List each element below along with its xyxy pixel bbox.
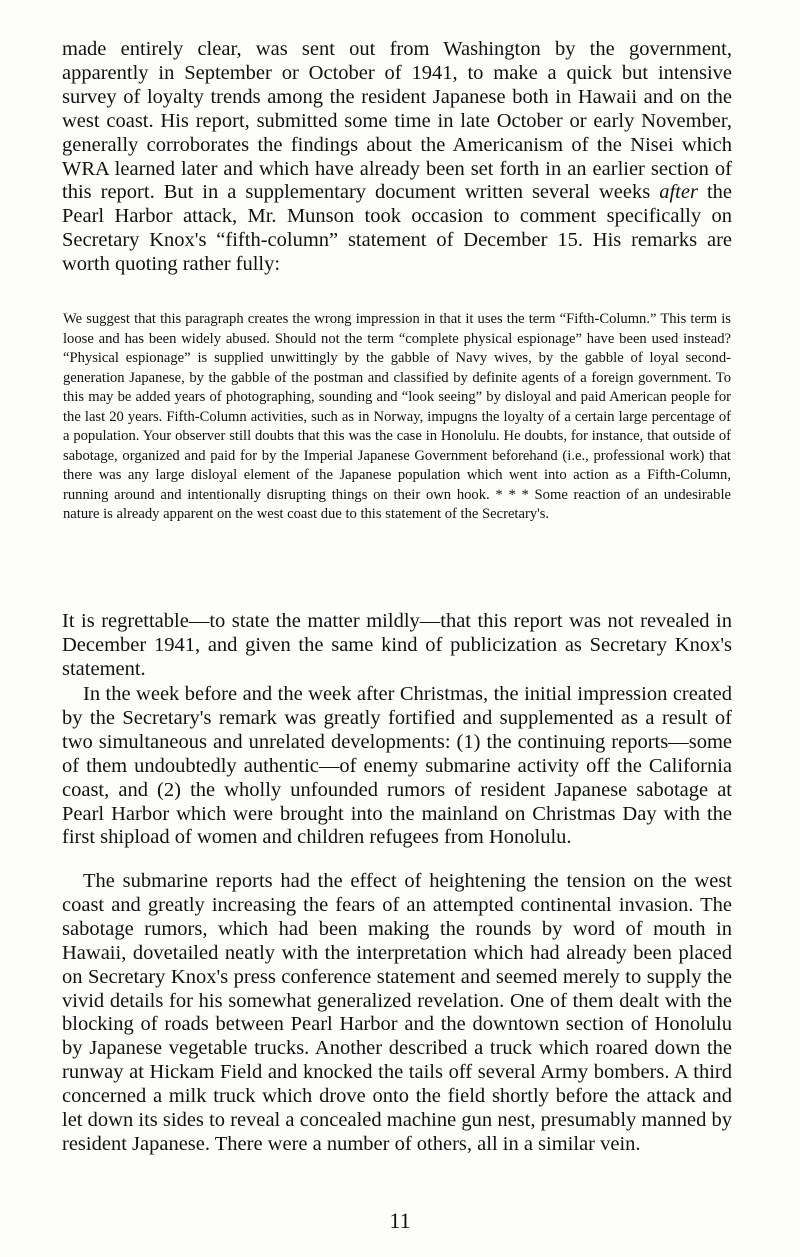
paragraph-munson-report [62,38,732,277]
paragraph-text-after: the Pearl Harbor attack, Mr. Munson took occasion to comment specifically on Secretary Knox's “fifth-column” statement of December 15. His remarks are worth quoting rather fully: [62,181,732,276]
block-quote: We suggest that this paragraph creates the wrong impression in that it uses the term “Fifth-Column.” This term is loose and has been widely abused. Should not the term “complete physical espionage” have been used instead? “Physical espionage” is supplied unwittingly by the gabble of Navy wives, by the gabble of loyal second-generation Japanese, by the gabble of the postman and classified by definite agents of a foreign government. To this may be added years of photographing, sounding and “look seeing” by disloyal and paid American people for the last 20 years. Fifth-Column activities, such as in Norway, impugns the loyalty of a certain large percentage of a population. Your observer still doubts that this was the case in Honolulu. He doubts, for instance, that outside of sabotage, organized and paid for by the Imperial Japanese Government beforehand (i.e., professional work) that there was any large disloyal element of the Japanese population which went into action as a Fifth-Column, running around and intentionally disrupting things on their own hook. * * * Some reaction of an undesirable nature is already apparent on the west coast due to this statement of the Secretary's. [63,311,731,522]
paragraph-text-before: made entirely clear, was sent out from Washington by the government, apparently in September or October of 1941, to make a quick but intensive survey of loyalty trends among the resident Japanese both in Hawaii and on the west coast. His report, submitted some time in late October or early November, generally corroborates the findings about the Americanism of the Nisei which WRA learned later and which have already been set forth in an earlier section of this report. But in a supplementary document written several weeks [62,38,732,204]
paragraph-submarine: The submarine reports had the effect of heightening the tension on the west coast and greatly increasing the fears of an attempted continental invasion. The sabotage rumors, which had been making the rounds by word of mouth in Hawaii, dovetailed neatly with the interpretation which had already been placed on Secretary Knox's press conference statement and seemed merely to supply the vivid details for his somewhat generalized revelation. One of them dealt with the blocking of roads between Pearl Harbor and the downtown section of Honolulu by Japanese vegetable trucks. Another described a truck which roared down the runway at Hickam Field and knocked the tails off several Army bombers. A third concerned a milk truck which drove onto the field shortly before the attack and let down its sides to reveal a concealed machine gun nest, presumably manned by resident Japanese. There were a number of others, all in a similar vein. [62,870,732,1155]
paragraph-regrettable: It is regrettable—to state the matter mildly—that this report was not revealed in December 1941, and given the same kind of publicization as Secretary Knox's statement. [62,610,732,680]
emphasis-after: after [659,181,698,204]
paragraph-christmas: In the week before and the week after Christmas, the initial impression created by the Secretary's remark was greatly fortified and supplemented as a result of two simultaneous and unrelated developments: (1) the continuing reports—some of them undoubtedly authentic—of enemy submarine activity off the California coast, and (2) the wholly unfounded rumors of resident Japanese sabotage at Pearl Harbor which were brought into the mainland on Christmas Day with the first shipload of women and children refugees from Honolulu. [62,683,732,849]
page-number: 11 [389,1208,411,1233]
